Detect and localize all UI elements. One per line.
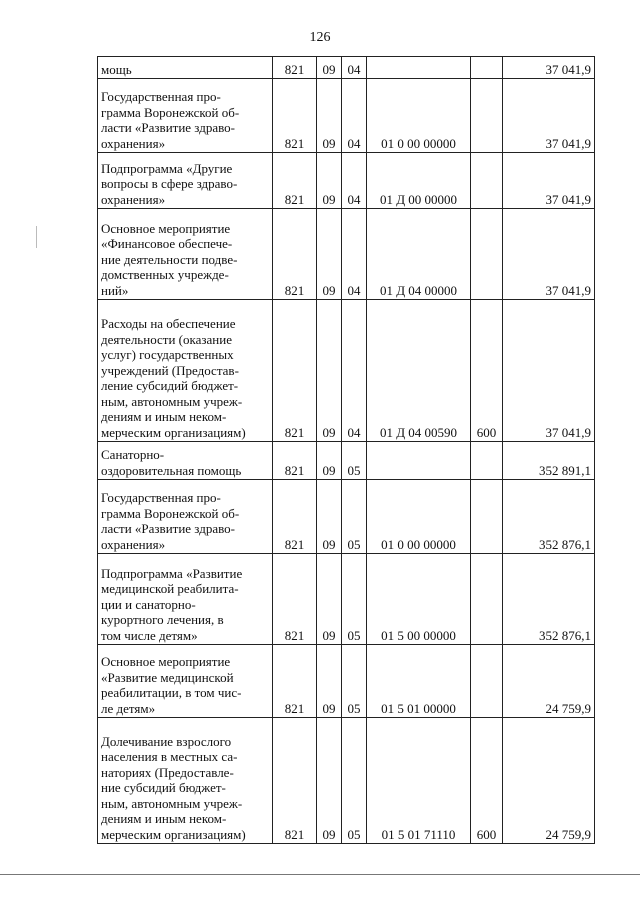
amount: 37 041,9 (503, 300, 595, 442)
table-row (98, 209, 595, 300)
subsection-code: 05 (342, 645, 367, 718)
amount: 37 041,9 (503, 79, 595, 153)
expense-type-code: 600 (471, 718, 503, 844)
section-code: 09 (317, 645, 342, 718)
section-code: 09 (317, 79, 342, 153)
section-code: 09 (317, 153, 342, 209)
expense-type-code: 600 (471, 300, 503, 442)
target-article-code: 01 Д 04 00000 (367, 209, 471, 300)
amount: 37 041,9 (503, 153, 595, 209)
target-article-code: 01 5 00 00000 (367, 554, 471, 645)
expense-type-code (471, 480, 503, 554)
amount: 24 759,9 (503, 645, 595, 718)
amount: 24 759,9 (503, 718, 595, 844)
ministry-code: 821 (273, 79, 317, 153)
ministry-code: 821 (273, 153, 317, 209)
table-row (98, 480, 595, 554)
row-name: Расходы на обеспечение деятельности (оказание услуг) государственных учреждений (Предостав- ление субсидий бюджет- ным, автономным учреж- дениям и иным неком- мерческим организациям) (98, 300, 273, 442)
target-article-code (367, 57, 471, 79)
table-row (98, 300, 595, 442)
amount: 37 041,9 (503, 57, 595, 79)
subsection-code: 04 (342, 57, 367, 79)
table-row (98, 57, 595, 79)
section-code: 09 (317, 718, 342, 844)
amount: 352 876,1 (503, 480, 595, 554)
table-row (98, 554, 595, 645)
row-name: мощь (98, 57, 273, 79)
ministry-code: 821 (273, 718, 317, 844)
target-article-code: 01 Д 00 00000 (367, 153, 471, 209)
row-name: Основное мероприятие «Развитие медицинской реабилитации, в том чис- ле детям» (98, 645, 273, 718)
subsection-code: 04 (342, 79, 367, 153)
subsection-code: 04 (342, 209, 367, 300)
budget-table (97, 56, 595, 844)
row-name: Основное мероприятие «Финансовое обеспече- ние деятельности подве- домственных учрежде- ний» (98, 209, 273, 300)
subsection-code: 05 (342, 554, 367, 645)
target-article-code: 01 0 00 00000 (367, 480, 471, 554)
row-name: Долечивание взрослого населения в местных са- наториях (Предоставле- ние субсидий бюджет- ным, автономным учреж- дениям и иным неком- мерческим организациям) (98, 718, 273, 844)
amount: 352 891,1 (503, 442, 595, 480)
margin-mark (36, 226, 37, 248)
row-name: Подпрограмма «Другие вопросы в сфере здраво- охранения» (98, 153, 273, 209)
section-code: 09 (317, 480, 342, 554)
amount: 352 876,1 (503, 554, 595, 645)
expense-type-code (471, 645, 503, 718)
row-name: Государственная про- грамма Воронежской об- ласти «Развитие здраво- охранения» (98, 79, 273, 153)
table-row (98, 718, 595, 844)
subsection-code: 04 (342, 300, 367, 442)
target-article-code: 01 0 00 00000 (367, 79, 471, 153)
section-code: 09 (317, 442, 342, 480)
row-name: Подпрограмма «Развитие медицинской реабилита- ции и санаторно- курортного лечения, в том числе детям» (98, 554, 273, 645)
section-code: 09 (317, 554, 342, 645)
table-row (98, 442, 595, 480)
target-article-code: 01 5 01 00000 (367, 645, 471, 718)
section-code: 09 (317, 57, 342, 79)
section-code: 09 (317, 209, 342, 300)
expense-type-code (471, 79, 503, 153)
table-row (98, 153, 595, 209)
ministry-code: 821 (273, 554, 317, 645)
amount: 37 041,9 (503, 209, 595, 300)
expense-type-code (471, 209, 503, 300)
page-bottom-rule (0, 874, 640, 875)
section-code: 09 (317, 300, 342, 442)
ministry-code: 821 (273, 209, 317, 300)
ministry-code: 821 (273, 645, 317, 718)
ministry-code: 821 (273, 480, 317, 554)
subsection-code: 05 (342, 718, 367, 844)
ministry-code: 821 (273, 57, 317, 79)
row-name: Государственная про- грамма Воронежской об- ласти «Развитие здраво- охранения» (98, 480, 273, 554)
row-name: Санаторно- оздоровительная помощь (98, 442, 273, 480)
subsection-code: 05 (342, 480, 367, 554)
expense-type-code (471, 442, 503, 480)
expense-type-code (471, 153, 503, 209)
table-row (98, 645, 595, 718)
expense-type-code (471, 57, 503, 79)
ministry-code: 821 (273, 300, 317, 442)
ministry-code: 821 (273, 442, 317, 480)
target-article-code (367, 442, 471, 480)
target-article-code: 01 5 01 71110 (367, 718, 471, 844)
target-article-code: 01 Д 04 00590 (367, 300, 471, 442)
expense-type-code (471, 554, 503, 645)
subsection-code: 05 (342, 442, 367, 480)
page-number: 126 (309, 30, 331, 45)
subsection-code: 04 (342, 153, 367, 209)
table-row (98, 79, 595, 153)
